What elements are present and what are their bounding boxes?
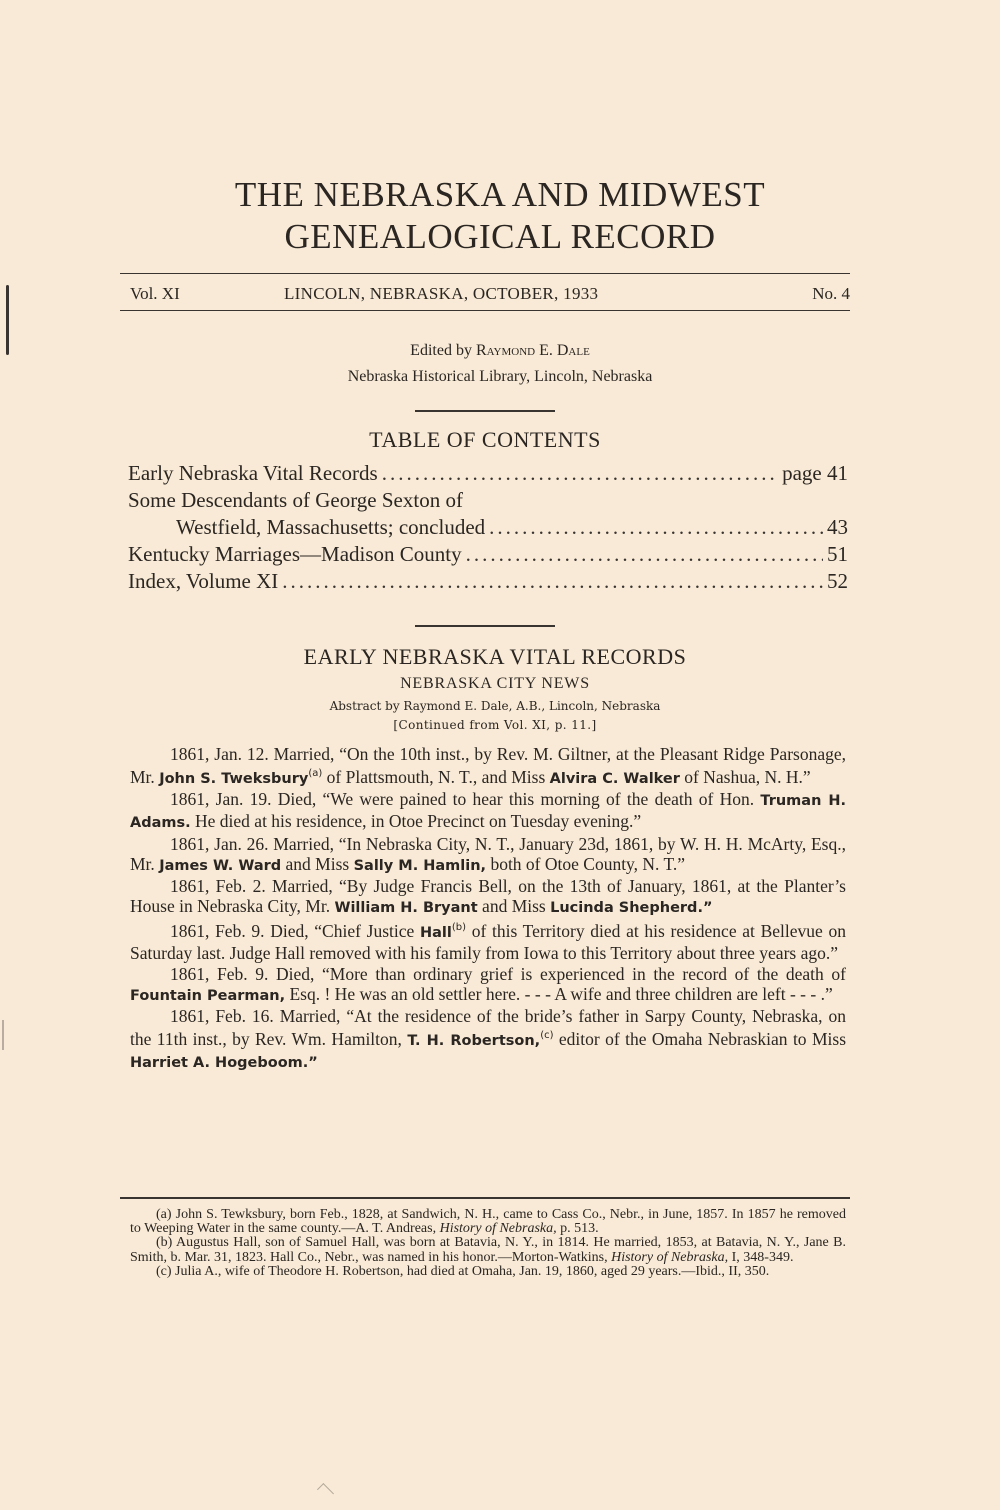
entry-text: 1861, Jan. 12. Married, “On the 10th inst., by Rev. M. Giltner, at the Pleasant Ridge Parsonage, Mr. (130, 744, 846, 788)
toc-leader-dots (282, 568, 823, 595)
person-name: Hall (419, 925, 452, 942)
entry-text: 1861, Jan. 26. Married, “In Nebraska City, N. T., January 23d, 1861, by W. H. H. McArty, Esq., Mr. (130, 833, 846, 874)
person-name: James W. Ward (159, 857, 282, 874)
entry-text: and Miss (477, 896, 551, 917)
entry-text: 1861, Feb. 2. Married, “By Judge Francis Bell, on the 13th of January, 1861, at the Planter’s House in Nebraska City, Mr. (130, 876, 846, 917)
editor-line (0, 340, 1000, 362)
person-name: William H. Bryant (334, 900, 478, 917)
record-entry (130, 834, 846, 876)
toc-leader-dots (466, 541, 823, 568)
record-entry (130, 1006, 846, 1073)
record-entry (130, 964, 846, 1006)
person-name: T. H. Robertson, (407, 1033, 541, 1050)
journal-title-line-2: GENEALOGICAL RECORD (284, 217, 716, 256)
record-entry (130, 876, 846, 918)
footnote (130, 1208, 846, 1236)
footnote-ref[interactable]: (c) (540, 1030, 554, 1042)
footnote-text: p. 513. (556, 1221, 599, 1237)
paper-blemish (317, 1483, 334, 1500)
article-subtitle: NEBRASKA CITY NEWS (400, 675, 590, 692)
article-body (130, 744, 846, 1074)
toc-item-title: Index, Volume XI (128, 569, 279, 593)
entry-text: 1861, Feb. 9. Died, “More than ordinary grief is experienced in the record of the death of (170, 963, 846, 984)
toc-item[interactable] (128, 541, 848, 568)
section-divider (415, 625, 555, 627)
article-continuation-note: [Continued from Vol. XI, p. 11.] (393, 718, 597, 732)
editor-prefix: Edited by (410, 342, 476, 359)
journal-title-line-1: THE NEBRASKA AND MIDWEST (234, 175, 766, 214)
section-divider (415, 410, 555, 412)
place-date: LINCOLN, NEBRASKA, OCTOBER, 1933 (284, 284, 599, 303)
entry-text: of this Territory died at his residence at Bellevue on Saturday last. Judge Hall removed with his family from Iowa to this Territory about three years ago.” (130, 921, 846, 964)
toc-item-title: Westfield, Massachusetts; concluded (176, 515, 486, 539)
footnotes (130, 1208, 846, 1279)
toc-leader-dots (382, 460, 778, 487)
person-name: Lucinda Shepherd.” (550, 900, 713, 917)
footnote-ref[interactable]: (b) (451, 922, 466, 934)
editor-affiliation: Nebraska Historical Library, Lincoln, Nebraska (347, 368, 653, 385)
person-name: Harriet A. Hogeboom.” (130, 1055, 318, 1072)
toc-item-title: Some Descendants of George Sexton of (128, 488, 463, 512)
masthead-info (130, 282, 850, 306)
binding-mark (2, 1020, 4, 1050)
toc-item[interactable] (128, 568, 848, 595)
toc-item-title: Kentucky Marriages—Madison County (128, 542, 462, 566)
entry-text: of Plattsmouth, N. T., and Miss (322, 767, 550, 788)
toc-item[interactable] (128, 460, 848, 487)
footnote-citation-title: History of Nebraska, (439, 1221, 557, 1237)
entry-text: 1861, Feb. 16. Married, “At the residence of the bride’s father in Sarpy County, Nebraska, on the 11th inst., by Rev. Wm. Hamilton, (130, 1006, 846, 1050)
toc-item-page: 52 (827, 569, 848, 593)
entry-text: 1861, Feb. 9. Died, “Chief Justice (170, 921, 420, 942)
table-of-contents (128, 460, 848, 595)
footnote-citation-title: History of Nebraska, (611, 1249, 729, 1265)
issue-number: No. 4 (812, 284, 850, 303)
person-name: Alvira C. Walker (549, 771, 680, 788)
masthead-rule-bottom (120, 310, 850, 311)
person-name: Fountain Pearman, (130, 987, 286, 1004)
footnote-text: (b) Augustus Hall, son of Samuel Hall, was born at Batavia, N. Y., in 1814. He married, 1853, at Batavia, N. Y., Jane B. Smith, b. Mar. 31, 1823. Hall Co., Nebr., was named in his honor.—Morton-Watkins, (130, 1235, 846, 1265)
footnote (130, 1265, 846, 1279)
toc-heading: TABLE OF CONTENTS (369, 427, 601, 452)
article-byline: Abstract by Raymond E. Dale, A.B., Lincoln, Nebraska (329, 699, 661, 713)
entry-text: and Miss (281, 853, 354, 874)
footnote-text: (c) Julia A., wife of Theodore H. Robertson, had died at Omaha, Jan. 19, 1860, aged 29 years.—Ibid., II, 350. (156, 1263, 770, 1279)
entry-text: He died at his residence, in Otoe Precinct on Tuesday evening.” (190, 811, 642, 832)
record-entry (130, 918, 846, 963)
entry-text: both of Otoe County, N. T.” (486, 853, 686, 874)
toc-leader-dots (489, 514, 823, 541)
person-name: Sally M. Hamlin, (353, 857, 487, 874)
entry-text: editor of the Omaha Nebraskian to Miss (553, 1029, 846, 1050)
footnote-ref[interactable]: (a) (308, 768, 323, 780)
toc-item[interactable] (128, 514, 848, 541)
footnote (130, 1236, 846, 1264)
footnote-text: (a) John S. Tewksbury, born Feb., 1828, at Sandwich, N. H., came to Cass Co., Nebr., in June, 1857. In 1857 he removed to Weeping Water in the same county.—A. T. Andreas, (130, 1207, 846, 1237)
article-title: EARLY NEBRASKA VITAL RECORDS (303, 644, 687, 669)
person-name: Truman H. Adams. (130, 793, 846, 832)
record-entry (130, 789, 846, 833)
toc-item[interactable] (128, 487, 848, 514)
entry-text: 1861, Jan. 19. Died, “We were pained to hear this morning of the death of Hon. (170, 789, 761, 810)
editor-name: Raymond E. Dale (475, 342, 590, 359)
person-name: John S. Tweksbury (159, 771, 309, 788)
volume-label: Vol. XI (130, 284, 180, 303)
entry-text: Esq. ! He was an old settler here. - - - A wife and three children are left - - - .” (285, 983, 833, 1004)
toc-item-page: 43 (827, 515, 848, 539)
record-entry (130, 744, 846, 789)
toc-item-page: page 41 (782, 461, 848, 485)
footnote-text: I, 348-349. (728, 1249, 794, 1265)
footnote-rule (120, 1197, 850, 1199)
masthead-rule-top (120, 273, 850, 274)
toc-item-title: Early Nebraska Vital Records (128, 461, 378, 485)
entry-text: of Nashua, N. H.” (679, 767, 811, 788)
toc-item-page: 51 (827, 542, 848, 566)
